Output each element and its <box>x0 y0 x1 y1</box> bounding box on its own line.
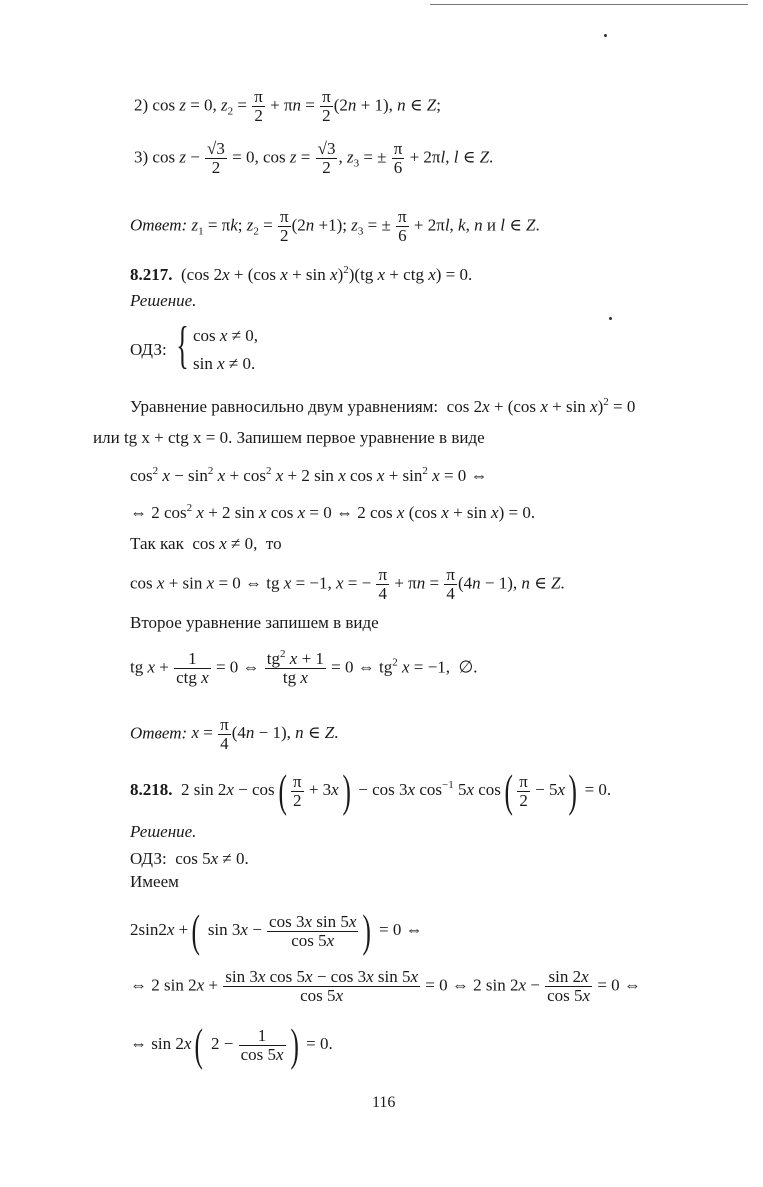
formula-item-3: 3) cos z − $\frac{√3}{2}$ = 0, cos z = $\frac{√3}{2}$ , $z_3$ = ± $\frac{\pi}{6}$ + 2πl, l ∈ Z. <box>134 139 494 177</box>
problem-218-header <box>130 765 612 816</box>
equation-tg-solution: cos x + sin x = 0 ⇔ tg x = −1, x = − $\frac{\pi}{4}$ + πn = $\frac{\pi}{4}$ (4n − 1), n ∈ Z. <box>130 565 565 603</box>
problem-217-header <box>130 266 472 285</box>
answer-line-217 <box>130 716 338 753</box>
text-second-equation: Второе уравнение запишем в виде <box>130 613 379 632</box>
odz-218: ОДЗ: cos 5x ≠ 0. <box>130 849 249 868</box>
text-fragment: tg x + ctg x = 0. Запишем первое уравнение в виде <box>123 428 485 447</box>
problem-number: 8.217. <box>130 265 173 284</box>
scan-speck <box>609 317 612 320</box>
odz-label: ОДЗ: <box>130 340 167 359</box>
text-fragment: Уравнение равносильно двум уравнениям: <box>130 397 439 416</box>
equation-218-a: 2sin2x +( sin 3x − $\frac{\text{cos 3x sin 5x}}{\cos 5x}$ ) = 0 ⇔ <box>130 905 423 956</box>
text-since: Так как cos x ≠ 0, то <box>130 534 282 553</box>
answer-label: Ответ: <box>130 215 188 235</box>
answer-line-1: Ответ: $z_1 = \pi k$; $z_2$ = $\frac{\pi}{2}$ (2n +1); $z_3$ = ± $\frac{\pi}{6}$ + 2πl, k, n и l ∈ Z. <box>130 207 540 245</box>
equation-expand: $\cos^2 x - \sin^2 x + \cos^2 x + 2$ sin x $\cos x + \sin^2 x = 0$ ⇔ <box>130 465 488 485</box>
text-fragment: или <box>93 428 120 447</box>
scan-speck <box>604 34 607 37</box>
top-edge-rule <box>430 4 748 5</box>
odz-condition-1: cos x ≠ 0, <box>193 326 259 345</box>
problem-equation: 2 sin 2x − cos( $\frac{\pi}{2}$ + 3x) − cos 3x $\cos^{-1} 5x$ cos( $\frac{\pi}{2}$ − 5x) = 0. <box>176 765 612 816</box>
odz-condition-2: sin x ≠ 0. <box>193 354 256 373</box>
answer-value: x = $\frac{\pi}{4}$ (4n − 1), n ∈ Z. <box>191 715 339 753</box>
system-brace: { <box>176 317 189 374</box>
equation-218-c: ⇔ sin 2x( 2 − $\frac{1}{\cos 5x}$ ) = 0. <box>130 1019 333 1070</box>
text-have: Имеем <box>130 872 179 891</box>
formula-item-2: 2) cos z = 0, $z_2$ = $\frac{\pi}{2}$ + πn = $\frac{\pi}{2}$ (2n + 1), n ∈ Z; <box>134 87 441 125</box>
text-line-two-equations <box>130 398 635 417</box>
equation-tg-ctg: tg x + $\frac{1}{\text{ctg x}}$ = 0 ⇔ $\frac{tg^2 x + 1}{\text{tg x}}$ = 0 ⇔ $tg^2$ x = −1, ∅. <box>130 648 478 687</box>
inline-equation: cos 2x + (cos x + sin x)$^2$ = 0 <box>442 396 636 416</box>
page-number: 116 <box>372 1094 396 1111</box>
problem-equation: (cos 2x + (cos x + sin x)$^2$)(tg x + ctg x) = 0. <box>176 264 473 284</box>
solution-label: Решение. <box>130 822 197 841</box>
text-line-or <box>93 429 485 448</box>
solution-label: Решение. <box>130 291 197 310</box>
equation-factor: ⇔ 2 $\cos^2 x + 2$ sin x cos x = 0 ⇔ 2 cos x (cos x + sin x) = 0. <box>130 502 536 522</box>
equation-218-b: ⇔ 2 sin 2x + $\frac{\text{sin 3x cos 5x − cos 3x sin 5x}}{\cos 5x}$ = 0 ⇔ 2 sin 2x − $\frac{\sin 2x}{\cos 5x}$ = 0 ⇔ <box>130 967 641 1005</box>
answer-label: Ответ: <box>130 723 188 743</box>
problem-number: 8.218. <box>130 779 173 799</box>
